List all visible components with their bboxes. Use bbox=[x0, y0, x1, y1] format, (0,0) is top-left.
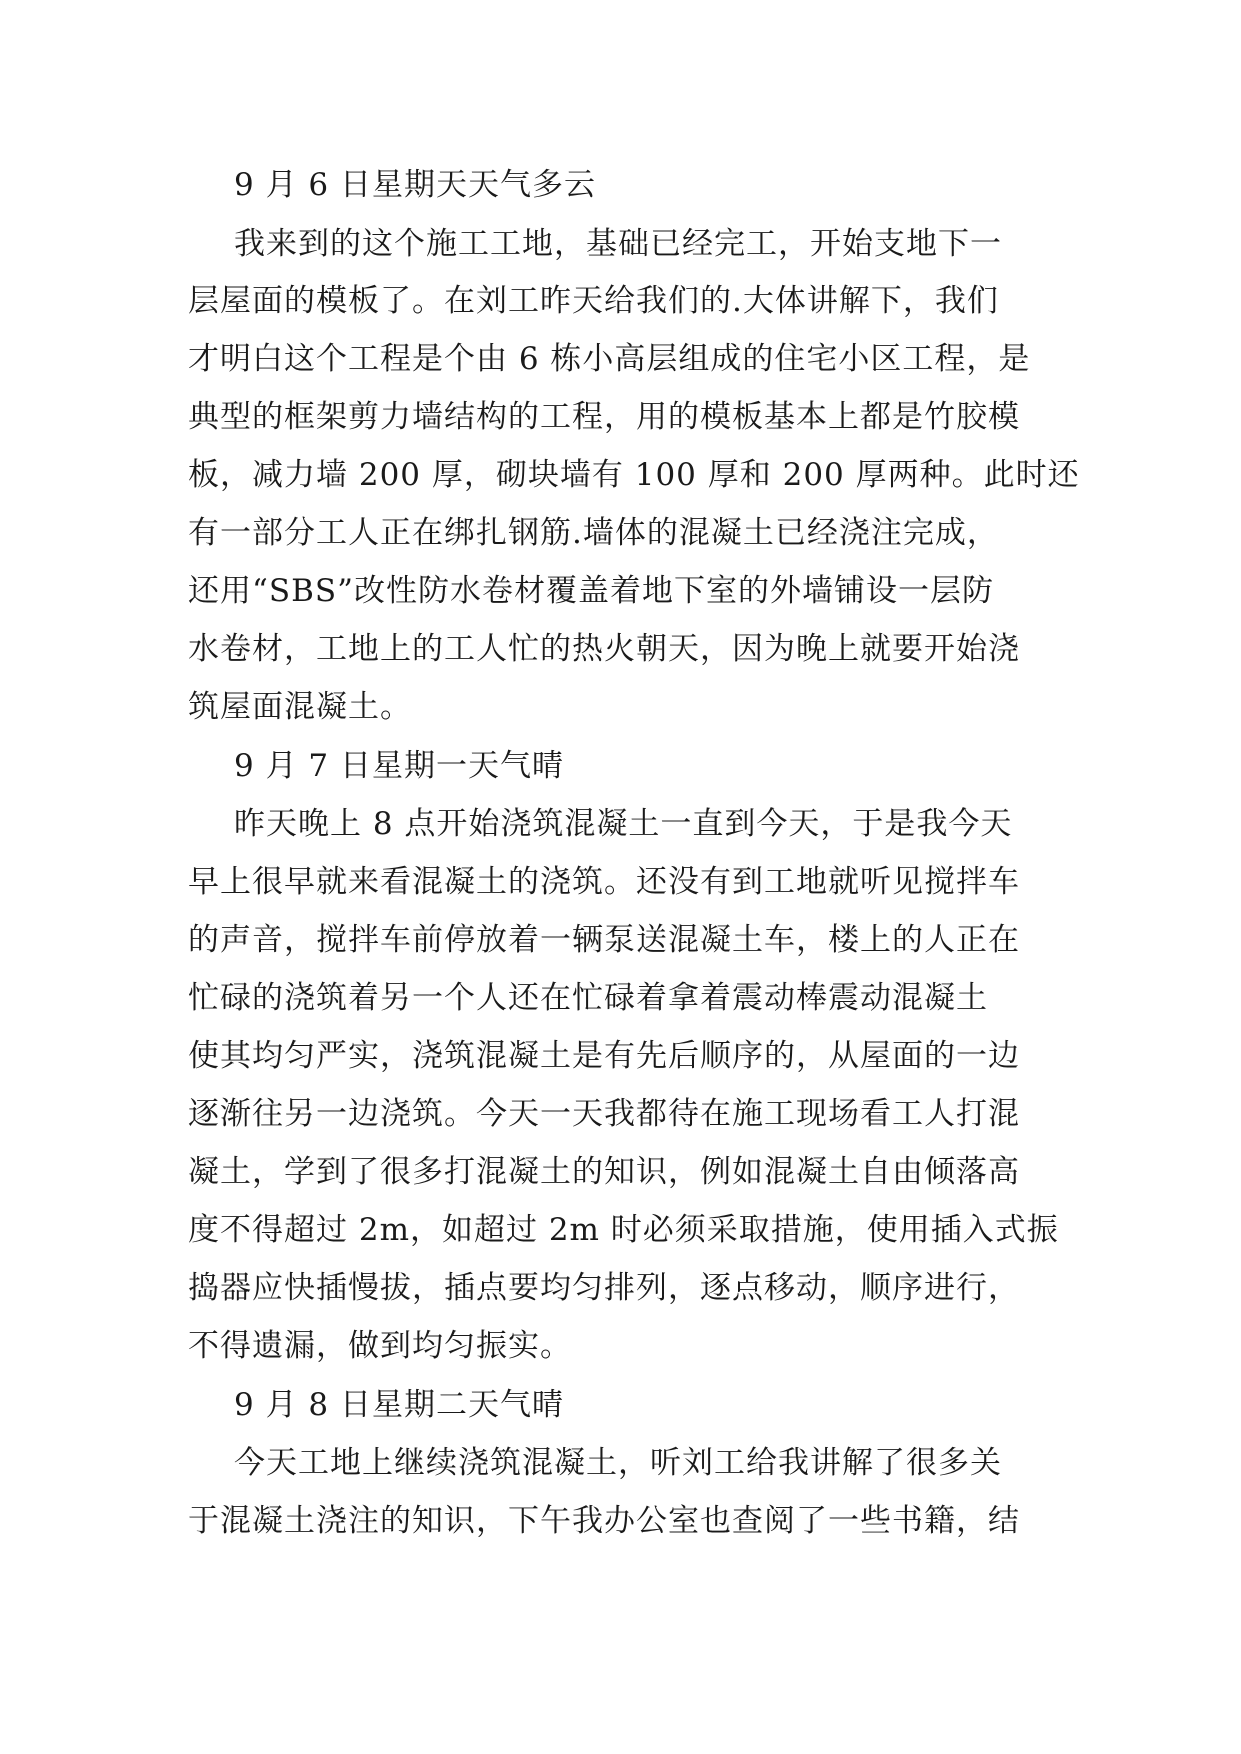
paragraph-line: 还用“SBS”改性防水卷材覆盖着地下室的外墙铺设一层防 bbox=[188, 573, 994, 609]
paragraph-line: 早上很早就来看混凝土的浇筑。还没有到工地就听见搅拌车 bbox=[188, 864, 1020, 900]
paragraph-line: 层屋面的模板了。在刘工昨天给我们的.大体讲解下，我们 bbox=[188, 283, 999, 319]
paragraph-line: 筑屋面混凝土。 bbox=[188, 689, 412, 725]
paragraph-line: 昨天晚上 8 点开始浇筑混凝土一直到今天，于是我今天 bbox=[234, 806, 1013, 842]
paragraph-line: 今天工地上继续浇筑混凝土，听刘工给我讲解了很多关 bbox=[234, 1445, 1002, 1481]
paragraph-line: 凝土，学到了很多打混凝土的知识，例如混凝土自由倾落高 bbox=[188, 1154, 1020, 1190]
paragraph-line: 水卷材，工地上的工人忙的热火朝天，因为晚上就要开始浇 bbox=[188, 631, 1020, 667]
paragraph-line: 才明白这个工程是个由 6 栋小高层组成的住宅小区工程，是 bbox=[188, 341, 1031, 377]
paragraph-line: 典型的框架剪力墙结构的工程，用的模板基本上都是竹胶模 bbox=[188, 399, 1020, 435]
date-heading: 9 月 8 日星期二天气晴 bbox=[234, 1387, 565, 1423]
paragraph-line: 的声音，搅拌车前停放着一辆泵送混凝土车，楼上的人正在 bbox=[188, 922, 1020, 958]
paragraph-line: 逐渐往另一边浇筑。今天一天我都待在施工现场看工人打混 bbox=[188, 1096, 1020, 1132]
paragraph-line: 板，减力墙 200 厚，砌块墙有 100 厚和 200 厚两种。此时还 bbox=[188, 457, 1080, 493]
paragraph-line: 度不得超过 2m，如超过 2m 时必须采取措施，使用插入式振 bbox=[188, 1212, 1059, 1248]
paragraph-line: 使其均匀严实，浇筑混凝土是有先后顺序的，从屋面的一边 bbox=[188, 1038, 1020, 1074]
paragraph-line: 有一部分工人正在绑扎钢筋.墙体的混凝土已经浇注完成， bbox=[188, 515, 999, 551]
paragraph-line: 于混凝土浇注的知识，下午我办公室也查阅了一些书籍，结 bbox=[188, 1503, 1020, 1539]
paragraph-line: 我来到的这个施工工地，基础已经完工，开始支地下一 bbox=[234, 226, 1002, 262]
date-heading: 9 月 6 日星期天天气多云 bbox=[234, 167, 597, 203]
paragraph-line: 忙碌的浇筑着另一个人还在忙碌着拿着震动棒震动混凝土 bbox=[188, 980, 988, 1016]
paragraph-line: 捣器应快插慢拔，插点要均匀排列，逐点移动，顺序进行， bbox=[188, 1270, 1020, 1306]
paragraph-line: 不得遗漏，做到均匀振实。 bbox=[188, 1328, 572, 1364]
date-heading: 9 月 7 日星期一天气晴 bbox=[234, 748, 565, 784]
